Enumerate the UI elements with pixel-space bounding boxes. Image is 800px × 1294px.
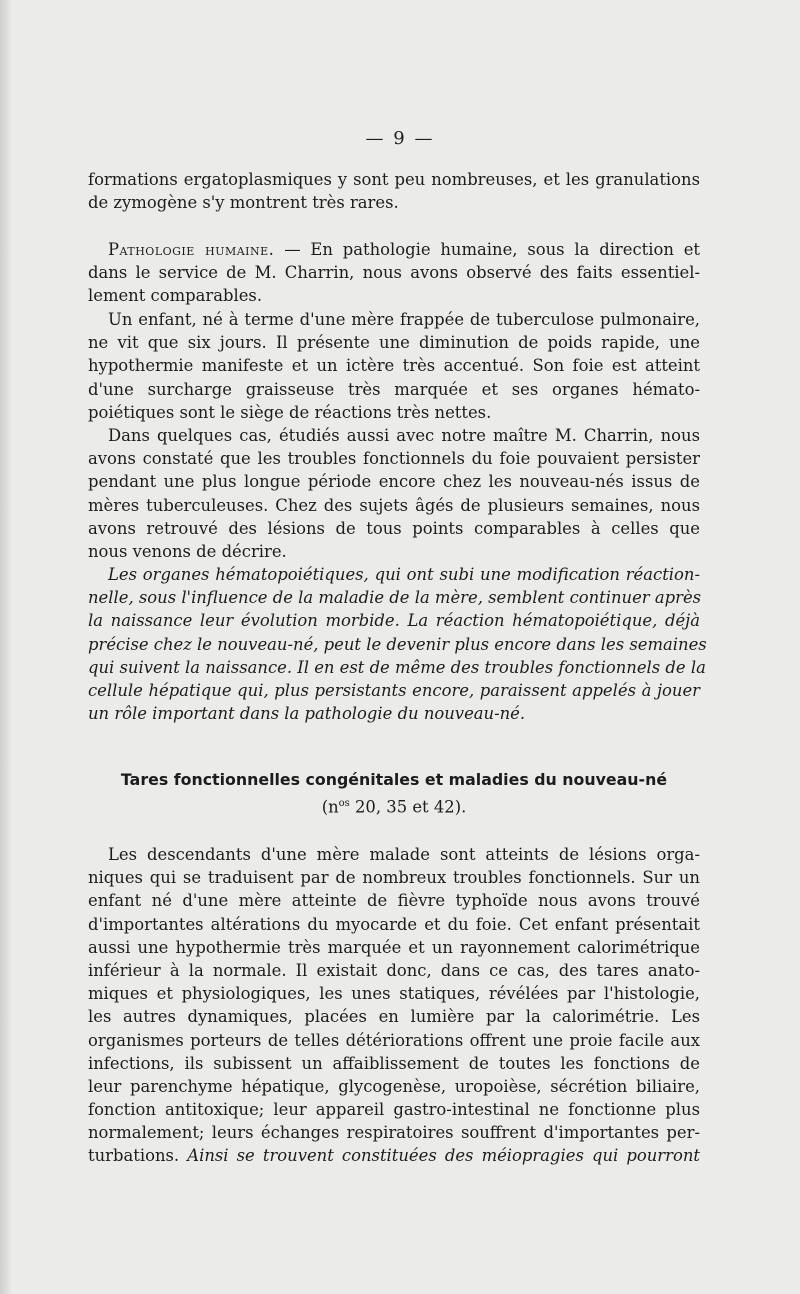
text-line: qui suivent la naissance. Il en est de même des troubles fonctionnels de la	[88, 657, 706, 677]
text-line: d'une surcharge graisseuse très marquée et ses organes hémato-	[88, 379, 700, 399]
paragraph-pathologie	[88, 238, 700, 308]
text-line: avons retrouvé des lésions de tous points comparables à celles que	[88, 518, 700, 538]
text-line: pendant une plus longue période encore chez les nouveau-nés issus de	[88, 472, 700, 492]
text-line: la naissance leur évolution morbide. La réaction hématopoiétique, déjà	[88, 611, 700, 631]
paragraph-intro	[88, 168, 700, 214]
paragraph-cas	[88, 424, 700, 563]
text-line: Un enfant, né à terme d'une mère frappée de tuberculose pulmonaire,	[108, 310, 700, 329]
text-line: avons constaté que les troubles fonctionnels du foie pouvaient persister	[88, 449, 700, 469]
text-line: niques qui se traduisent par de nombreux troubles fonctionnels. Sur un	[88, 868, 700, 888]
text-line: dans le service de M. Charrin, nous avons observé des faits essentiel-	[88, 263, 700, 283]
section-heading	[88, 768, 700, 816]
page-number: — 9 —	[365, 128, 435, 149]
text-line: aussi une hypothermie très marquée et un rayonnement calorimétrique	[88, 937, 700, 957]
text-span: — En pathologie humaine, sous la direction et	[274, 240, 700, 259]
text-line: nous venons de décrire.	[88, 541, 287, 561]
paragraph-final	[88, 843, 700, 1168]
text-line: lement comparables.	[88, 286, 263, 306]
text-line: leur parenchyme hépatique, glycogenèse, uropoièse, sécrétion biliaire,	[88, 1076, 700, 1096]
text-line	[88, 1144, 700, 1167]
text-line: hypothermie manifeste et un ictère très accentué. Son foie est atteint	[88, 356, 700, 376]
text-line: poiétiques sont le siège de réactions très nettes.	[88, 402, 492, 422]
text-line: Les organes hématopoiétiques, qui ont subi une modification réaction-	[108, 565, 700, 584]
text-line: miques et physiologiques, les unes statiques, révélées par l'histologie,	[88, 984, 700, 1004]
text-line: Dans quelques cas, étudiés aussi avec notre maître M. Charrin, nous	[108, 426, 700, 445]
text-line: formations ergatoplasmiques y sont peu nombreuses, et les granulations	[88, 170, 700, 189]
refs-prefix: (n	[321, 797, 339, 817]
text-line: fonction antitoxique; leur appareil gastro-intestinal ne fonctionne plus	[88, 1100, 700, 1120]
text-span-italic: Ainsi se trouvent constituées des méiopragies qui pourront	[187, 1146, 700, 1166]
text-line: cellule hépatique qui, plus persistants encore, paraissent appelés à jouer	[88, 680, 700, 700]
text-line: d'importantes altérations du myocarde et du foie. Cet enfant présentait	[88, 914, 700, 934]
text-line: un rôle important dans la pathologie du nouveau-né.	[88, 704, 526, 724]
section-label: Pathologie humaine.	[108, 240, 275, 259]
paragraph-italic	[88, 563, 707, 725]
text-line: ne vit que six jours. Il présente une diminution de poids rapide, une	[88, 333, 700, 353]
refs-numbers: 20, 35 et 42).	[349, 797, 467, 817]
text-span: turbations.	[88, 1146, 188, 1166]
text-line: précise chez le nouveau-né, peut le devenir plus encore dans les semaines	[88, 634, 707, 654]
paragraph-enfant	[88, 308, 700, 424]
section-title: Tares fonctionnelles congénitales et maladies du nouveau-né	[120, 770, 668, 789]
text-line: inférieur à la normale. Il existait donc, dans ce cas, des tares anato-	[88, 960, 700, 980]
text-line: de zymogène s'y montrent très rares.	[88, 193, 399, 213]
text-line: enfant né d'une mère atteinte de fièvre typhoïde nous avons trouvé	[88, 891, 700, 911]
scan-edge-shadow	[0, 0, 12, 1294]
text-line	[88, 238, 700, 261]
text-line: Les descendants d'une mère malade sont atteints de lésions orga-	[108, 845, 700, 864]
text-line: normalement; leurs échanges respiratoires souffrent d'importantes per-	[88, 1123, 700, 1143]
text-line: mères tuberculeuses. Chez des sujets âgés de plusieurs semaines, nous	[88, 495, 700, 515]
text-line: les autres dynamiques, placées en lumière par la calorimétrie. Les	[88, 1007, 700, 1027]
refs-superscript: os	[338, 798, 350, 809]
text-line: nelle, sous l'influence de la maladie de la mère, semblent continuer après	[88, 588, 702, 608]
section-references	[88, 792, 700, 816]
text-line: organismes porteurs de telles détériorations offrent une proie facile aux	[88, 1030, 700, 1050]
text-line: infections, ils subissent un affaiblissement de toutes les fonctions de	[88, 1053, 700, 1073]
